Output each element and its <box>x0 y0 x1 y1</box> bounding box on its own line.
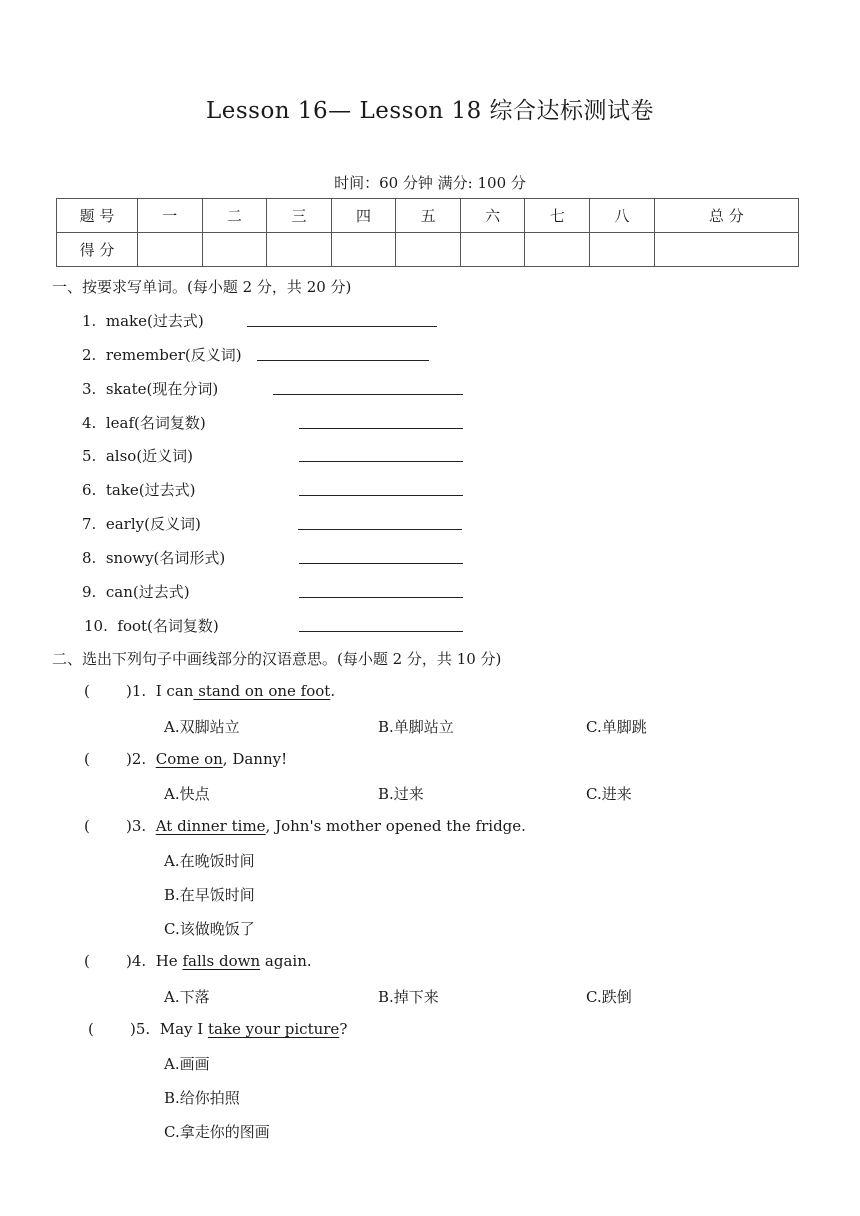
answer-blank[interactable] <box>273 394 463 395</box>
question-4 <box>84 952 312 970</box>
time-info: 时间：60 分钟 满分: 100 分 <box>334 174 526 192</box>
item-number: 4. <box>82 414 97 432</box>
option-a[interactable]: A.快点 <box>164 785 210 803</box>
paren-close: ) <box>126 952 132 970</box>
question-text: He <box>155 952 183 970</box>
answer-blank[interactable] <box>257 360 429 361</box>
item-number: 9. <box>82 583 97 601</box>
score-table-score-row <box>57 233 799 267</box>
vocab-item-3 <box>82 378 218 399</box>
section1-heading: 一、按要求写单词。(每小题 2 分，共 20 分) <box>52 278 352 296</box>
item-prompt: also(近义词) <box>105 447 194 465</box>
score-header-cell: 总 分 <box>654 199 798 233</box>
score-header-cell: 八 <box>590 199 655 233</box>
item-prompt: foot(名词复数) <box>117 617 219 635</box>
question-1 <box>84 682 335 700</box>
answer-paren[interactable]: ( <box>84 817 90 835</box>
vocab-item-5 <box>82 445 193 466</box>
vocab-item-9 <box>82 581 190 602</box>
item-prompt: make(过去式) <box>105 312 204 330</box>
answer-blank[interactable] <box>298 529 462 530</box>
question-text: , John's mother opened the fridge. <box>265 817 526 835</box>
paren-close: ) <box>130 1020 136 1038</box>
page-title: Lesson 16— Lesson 18 综合达标测试卷 <box>205 98 655 124</box>
paren-close: ) <box>126 817 132 835</box>
item-number: 7. <box>82 515 97 533</box>
vocab-item-6 <box>82 479 196 500</box>
score-header-cell: 题 号 <box>57 199 138 233</box>
item-number: 3. <box>82 380 97 398</box>
option-b[interactable]: B.在早饭时间 <box>164 886 255 904</box>
answer-blank[interactable] <box>247 326 437 327</box>
question-number: 3. <box>131 817 147 835</box>
option-b[interactable]: B.掉下来 <box>378 988 439 1006</box>
score-header-cell: 六 <box>460 199 525 233</box>
score-cell[interactable] <box>590 233 655 267</box>
vocab-item-10 <box>84 615 219 636</box>
score-cell[interactable] <box>138 233 203 267</box>
option-c[interactable]: C.单脚跳 <box>586 718 647 736</box>
paren-close: ) <box>126 682 132 700</box>
question-text: I can <box>155 682 194 700</box>
item-prompt: snowy(名词形式) <box>105 549 226 567</box>
underlined-phrase: Come on <box>155 750 223 768</box>
item-number: 10. <box>84 617 108 635</box>
score-cell[interactable] <box>267 233 332 267</box>
vocab-item-2 <box>82 344 242 365</box>
option-a[interactable]: A.画画 <box>164 1055 210 1073</box>
item-prompt: skate(现在分词) <box>105 380 219 398</box>
question-number: 5. <box>135 1020 151 1038</box>
score-header-cell: 四 <box>331 199 396 233</box>
score-cell[interactable] <box>396 233 461 267</box>
item-number: 8. <box>82 549 97 567</box>
score-header-cell: 一 <box>138 199 203 233</box>
question-number: 4. <box>131 952 147 970</box>
answer-blank[interactable] <box>299 461 463 462</box>
score-header-cell: 七 <box>525 199 590 233</box>
question-3 <box>84 817 526 835</box>
vocab-item-7 <box>82 513 201 534</box>
vocab-item-8 <box>82 547 225 568</box>
underlined-phrase: take your picture <box>207 1020 340 1038</box>
score-header-cell: 三 <box>267 199 332 233</box>
answer-paren[interactable]: ( <box>88 1020 94 1038</box>
paren-close: ) <box>126 750 132 768</box>
score-cell[interactable] <box>460 233 525 267</box>
score-row-label: 得 分 <box>57 233 138 267</box>
option-c[interactable]: C.进来 <box>586 785 632 803</box>
question-text: May I <box>159 1020 208 1038</box>
item-prompt: early(反义词) <box>105 515 201 533</box>
option-a[interactable]: A.下落 <box>164 988 210 1006</box>
option-b[interactable]: B.过来 <box>378 785 424 803</box>
item-prompt: can(过去式) <box>105 583 190 601</box>
score-table-header-row <box>57 199 799 233</box>
score-cell[interactable] <box>202 233 267 267</box>
answer-blank[interactable] <box>299 428 463 429</box>
item-number: 6. <box>82 481 97 499</box>
question-5 <box>88 1020 347 1038</box>
answer-blank[interactable] <box>299 631 463 632</box>
item-number: 5. <box>82 447 97 465</box>
vocab-item-4 <box>82 412 206 433</box>
score-cell[interactable] <box>654 233 798 267</box>
answer-paren[interactable]: ( <box>84 750 90 768</box>
question-text: . <box>330 682 336 700</box>
question-text: , Danny! <box>222 750 288 768</box>
option-a[interactable]: A.双脚站立 <box>164 718 240 736</box>
option-a[interactable]: A.在晚饭时间 <box>164 852 255 870</box>
item-prompt: remember(反义词) <box>105 346 242 364</box>
answer-blank[interactable] <box>299 597 463 598</box>
question-number: 1. <box>131 682 147 700</box>
item-number: 2. <box>82 346 97 364</box>
section2-heading: 二、选出下列句子中画线部分的汉语意思。(每小题 2 分，共 10 分) <box>52 650 502 668</box>
underlined-phrase: falls down <box>182 952 261 970</box>
option-b[interactable]: B.给你拍照 <box>164 1089 240 1107</box>
item-number: 1. <box>82 312 97 330</box>
question-text: again. <box>260 952 312 970</box>
vocab-item-1 <box>82 310 204 331</box>
score-table <box>56 198 799 267</box>
option-b[interactable]: B.单脚站立 <box>378 718 454 736</box>
score-header-cell: 二 <box>202 199 267 233</box>
score-cell[interactable] <box>331 233 396 267</box>
answer-paren[interactable]: ( <box>84 952 90 970</box>
question-text: ? <box>339 1020 348 1038</box>
answer-blank[interactable] <box>299 563 463 564</box>
score-header-cell: 五 <box>396 199 461 233</box>
question-2 <box>84 750 287 768</box>
item-prompt: leaf(名词复数) <box>105 414 206 432</box>
item-prompt: take(过去式) <box>105 481 196 499</box>
underlined-phrase: stand on one foot <box>193 682 331 700</box>
option-c[interactable]: C.拿走你的图画 <box>164 1123 270 1141</box>
option-c[interactable]: C.该做晚饭了 <box>164 920 255 938</box>
underlined-phrase: At dinner time <box>155 817 266 835</box>
score-cell[interactable] <box>525 233 590 267</box>
question-number: 2. <box>131 750 147 768</box>
option-c[interactable]: C.跌倒 <box>586 988 632 1006</box>
answer-blank[interactable] <box>299 495 463 496</box>
answer-paren[interactable]: ( <box>84 682 90 700</box>
